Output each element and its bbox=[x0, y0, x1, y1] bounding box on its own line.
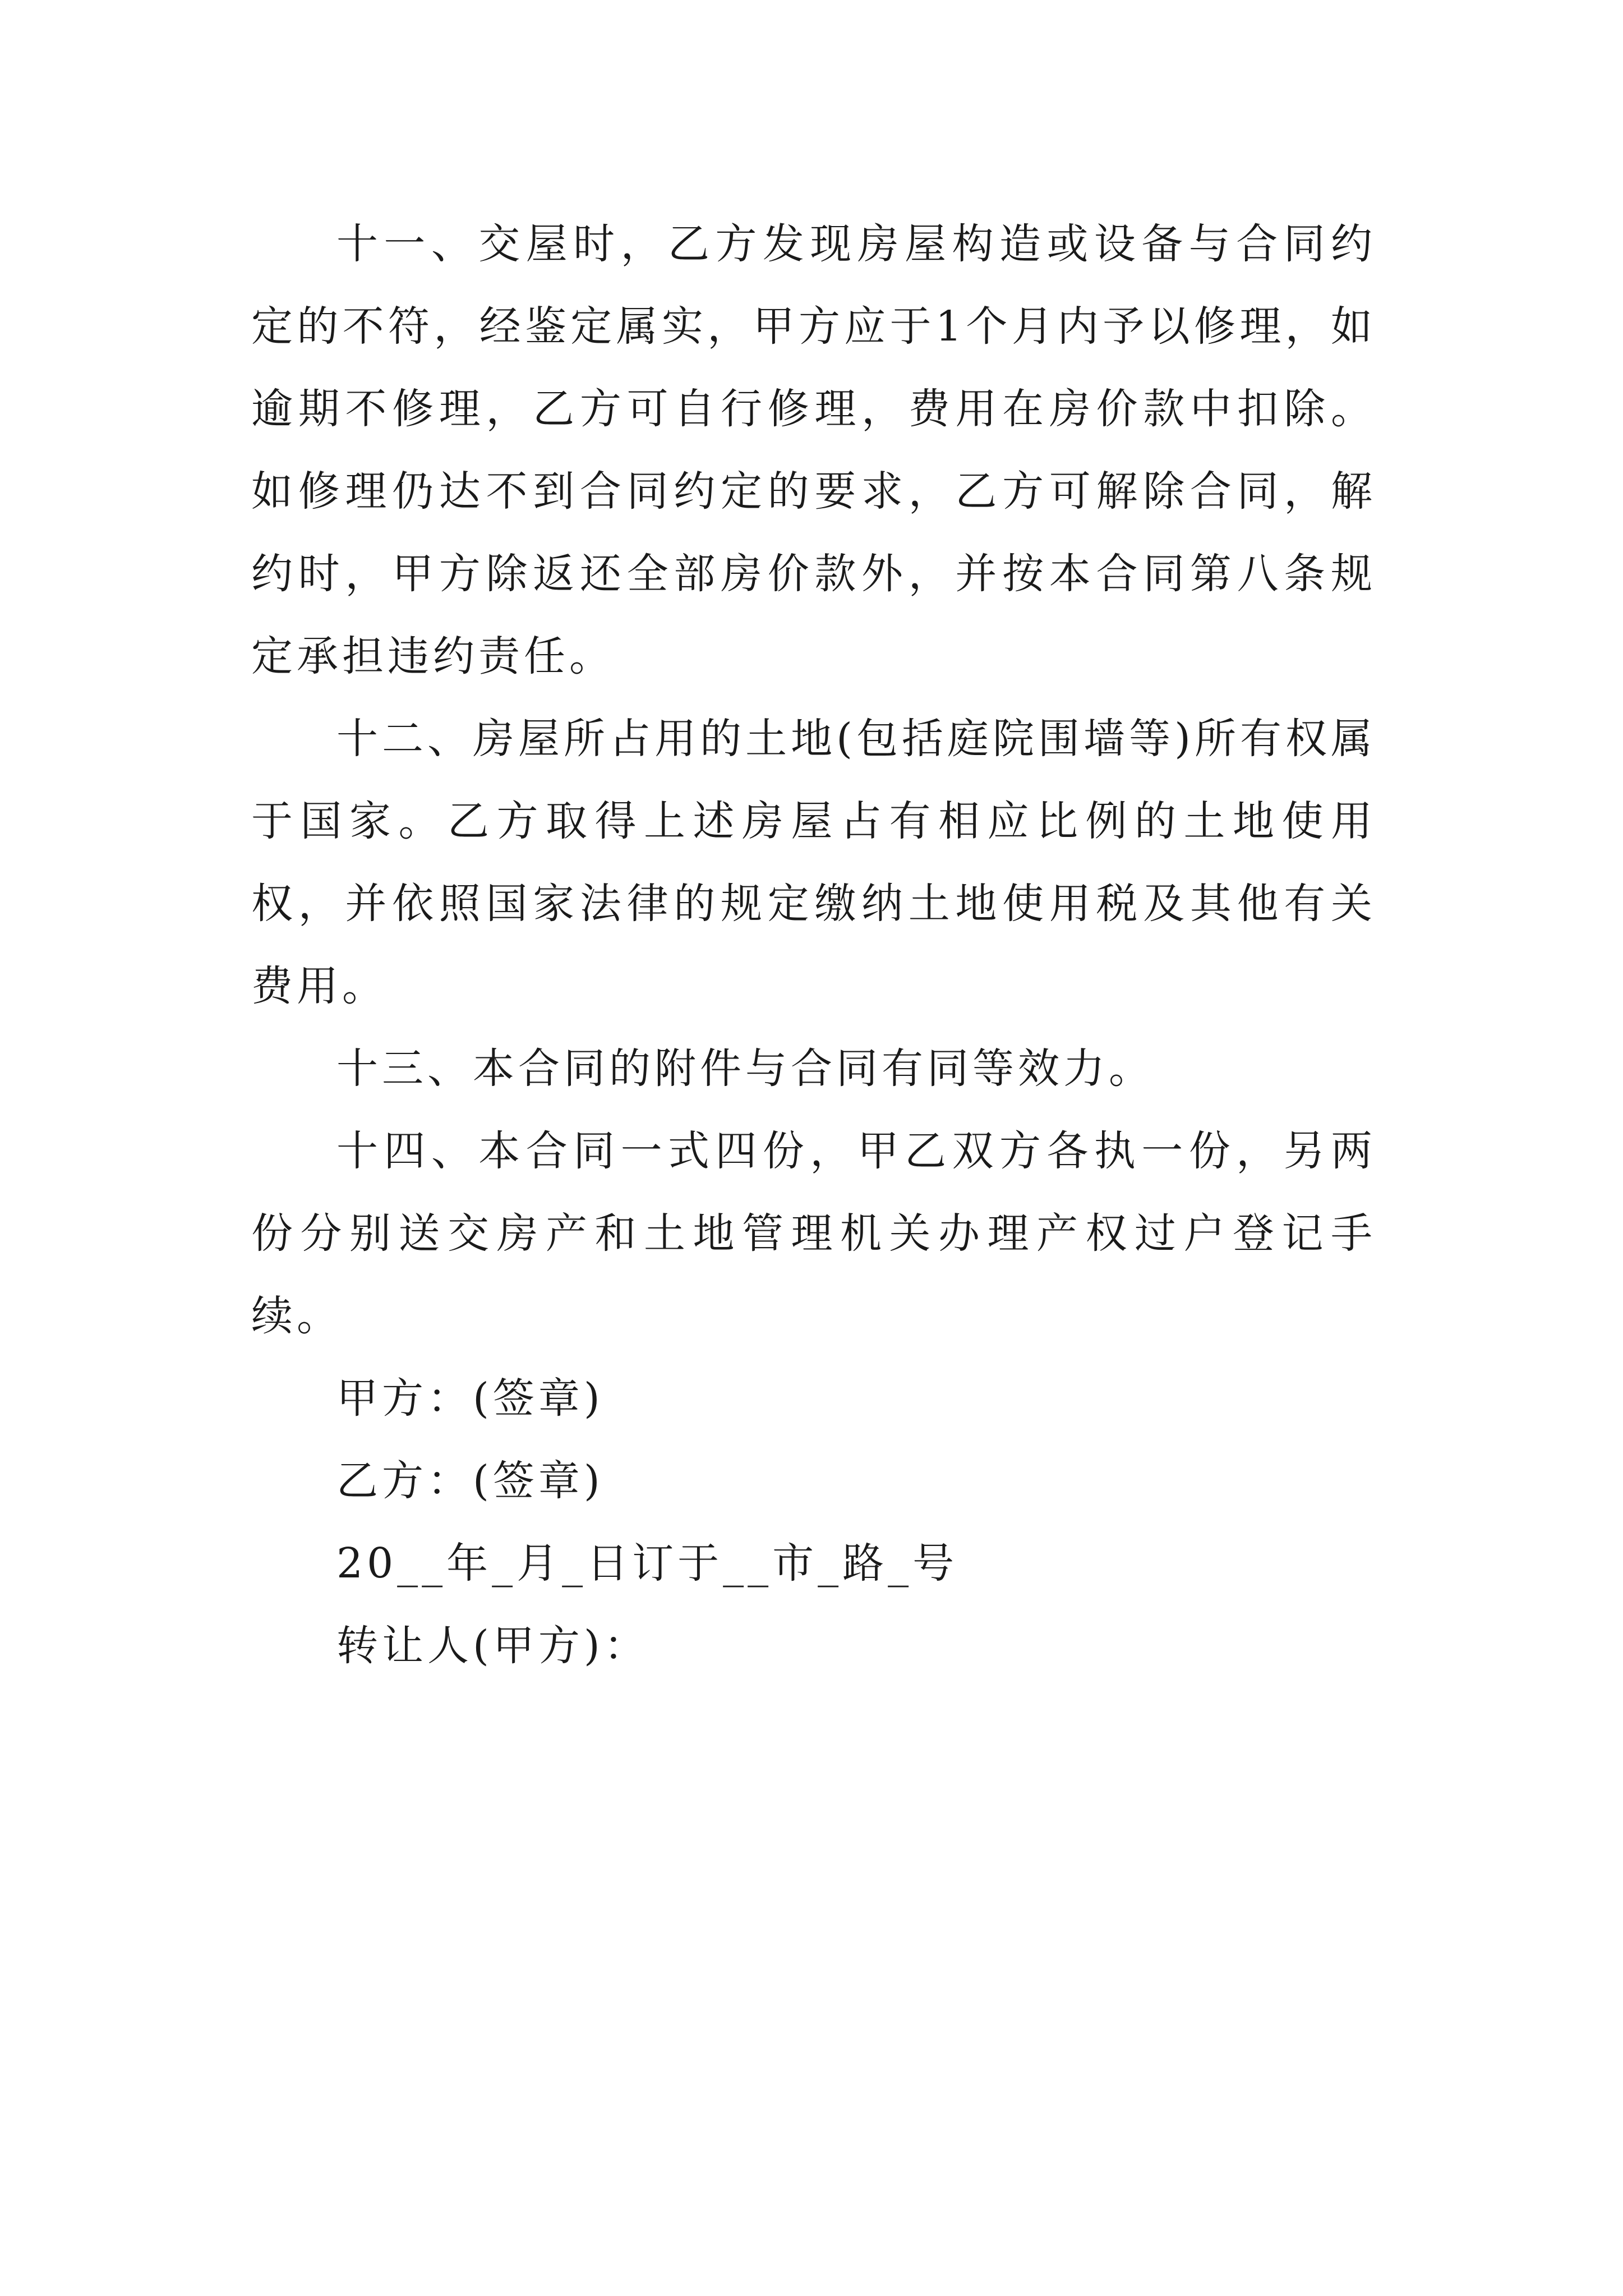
document-body bbox=[251, 203, 1376, 1687]
clause-11-paragraph: 十一、交屋时，乙方发现房屋构造或设备与合同约定的不符，经鉴定属实，甲方应于1个月内予以修理，如逾期不修理，乙方可自行修理，费用在房价款中扣除。如修理仍达不到合同约定的要求，乙方可解除合同，解约时，甲方除返还全部房价款外，并按本合同第八条规定承担违约责任。 bbox=[251, 220, 1376, 680]
clause-14-paragraph: 十四、本合同一式四份，甲乙双方各执一份，另两份分别送交房产和土地管理机关办理产权过户登记手续。 bbox=[251, 1127, 1376, 1340]
date-place-line: 20__年_月_日订于__市_路_号 bbox=[336, 1539, 958, 1588]
clause-13-paragraph: 十三、本合同的附件与合同有同等效力。 bbox=[336, 1045, 1154, 1093]
party-b-signature-line: 乙方：(签章) bbox=[336, 1457, 604, 1505]
transferor-line: 转让人(甲方)： bbox=[336, 1622, 649, 1670]
clause-12-paragraph: 十二、房屋所占用的土地(包括庭院围墙等)所有权属于国家。乙方取得上述房屋占有相应比例的土地使用权，并依照国家法律的规定缴纳土地使用税及其他有关费用。 bbox=[251, 715, 1376, 1010]
party-a-signature-line: 甲方：(签章) bbox=[336, 1374, 604, 1423]
